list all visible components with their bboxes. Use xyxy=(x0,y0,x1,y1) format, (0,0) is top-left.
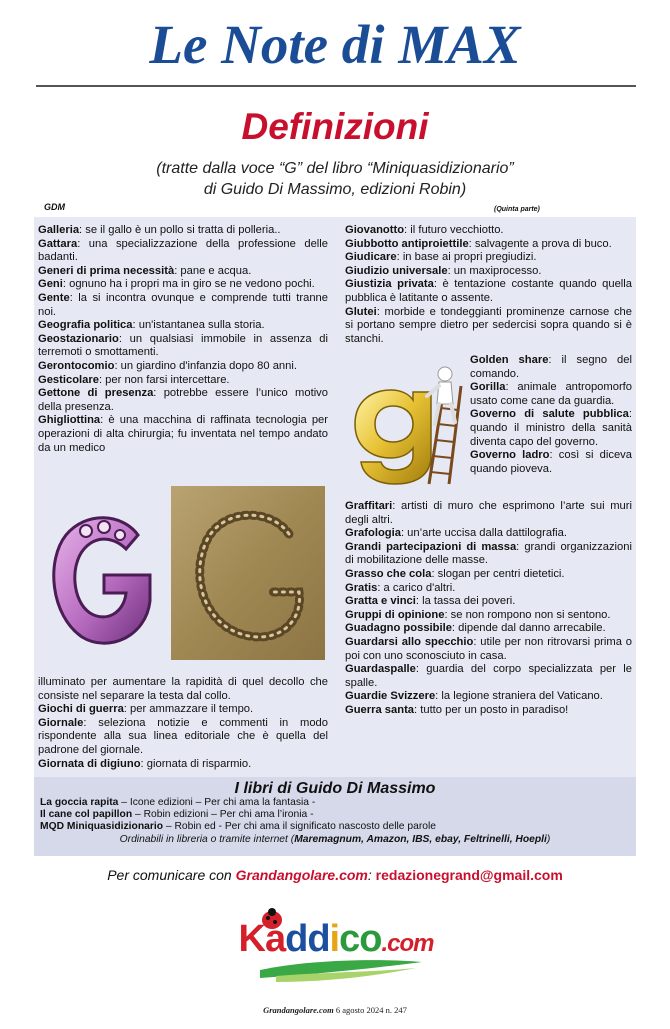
definition-entry xyxy=(345,541,632,568)
book-title: MQD Miniquasidizionario xyxy=(40,821,163,832)
book-item-2 xyxy=(40,809,314,821)
definition-term: Guadagno possibile xyxy=(345,622,452,635)
definition-text: : tutto per un posto in paradiso! xyxy=(414,703,569,716)
contact-prefix: Per comunicare con xyxy=(107,867,236,883)
author-tag: GDM xyxy=(44,202,65,212)
definition-term: Grafologia xyxy=(345,527,401,540)
definition-text: : guardia del corpo specializzata per le spalle. xyxy=(345,663,632,689)
part-tag: (Quinta parte) xyxy=(494,206,540,213)
definition-text: : animale antropomorfo usato come cane da guardia. xyxy=(470,381,632,407)
definition-text: : un'istantanea sulla storia. xyxy=(132,319,265,332)
definition-entry xyxy=(345,238,632,252)
definition-text: : è una macchina di raffinata tecnologia per operazioni di alta chirurgia; fu inventata nel tempo andato da un medico xyxy=(38,414,328,454)
definition-entry xyxy=(345,278,632,305)
definition-entry xyxy=(38,414,328,455)
book-details: – Robin edizioni – Per chi ama l’ironia - xyxy=(132,809,314,820)
book-details: – Robin ed - Per chi ama il significato nascosto delle parole xyxy=(163,821,437,832)
logo-part: co xyxy=(339,918,382,960)
definition-entry xyxy=(470,408,632,449)
definition-term: Gerontocomio xyxy=(38,359,115,372)
definition-term: Giudizio universale xyxy=(345,264,448,277)
definition-term: Golden share xyxy=(470,354,549,366)
definition-text: : quando il ministro della sanità diventa capo del governo. xyxy=(470,408,632,448)
definition-entry xyxy=(38,292,328,319)
definitions-column-left-bottom xyxy=(38,676,328,771)
definition-text: : a carico d'altri. xyxy=(377,581,456,594)
definition-term: Giovanotto xyxy=(345,224,405,236)
order-shops: Maremagnum, Amazon, IBS, ebay, Feltrinelli, Hoepli xyxy=(294,834,547,845)
definition-text: : morbide e tondeggianti prominenze carnose che si portano sempre dietro per sedercisi sopra quando si è stanchi. xyxy=(345,305,632,345)
definition-term: Graffitari xyxy=(345,500,393,512)
definition-entry xyxy=(38,238,328,265)
definition-entry xyxy=(38,676,328,703)
definition-term: Ghigliottina xyxy=(38,414,101,427)
order-prefix: Ordinabili in libreria o tramite internet ( xyxy=(119,834,295,845)
definition-entry xyxy=(38,278,328,292)
definition-entry xyxy=(38,717,328,758)
definition-text: : ognuno ha i propri ma in giro se ne vedono pochi. xyxy=(62,278,315,291)
definition-entry xyxy=(345,265,632,279)
definition-text: : per non farsi intercettare. xyxy=(98,373,230,386)
definition-term: Glutei xyxy=(345,305,377,318)
definition-term: Guerra santa xyxy=(345,703,415,716)
definition-text: : pane e acqua. xyxy=(174,264,252,277)
definition-entry xyxy=(345,568,632,582)
definition-entry xyxy=(345,622,632,636)
logo-part: i xyxy=(329,918,340,960)
contact-line xyxy=(0,866,670,884)
definition-entry xyxy=(345,527,632,541)
logo-part: K xyxy=(238,918,265,960)
logo-part: a xyxy=(264,918,286,960)
definition-entry xyxy=(345,636,632,663)
section-title: Definizioni xyxy=(241,106,429,147)
definition-term: Governo ladro xyxy=(470,449,550,462)
definition-term: Gorilla xyxy=(470,381,506,394)
definition-term: Guardie Svizzere xyxy=(345,690,436,703)
definition-text: : il segno del comando. xyxy=(470,354,632,380)
definition-entry xyxy=(470,381,632,408)
book-order-note xyxy=(34,834,636,846)
definition-entry xyxy=(345,500,632,527)
definition-term: Gruppi di opinione xyxy=(345,608,445,621)
kaddico-logo[interactable] xyxy=(226,916,446,967)
definition-term: Guardarsi allo specchio xyxy=(345,635,474,648)
definition-term: Governo di salute pubblica xyxy=(470,408,629,421)
definition-term: Giornale xyxy=(38,716,84,729)
definition-text: : grandi organizzazioni di mobilitazione delle masse. xyxy=(345,540,632,567)
footer-site: Grandangolare.com xyxy=(263,1005,334,1015)
definition-text: : utile per non ritrovarsi prima o poi con uno sconosciuto in casa. xyxy=(345,635,632,662)
definition-text: : giornata di risparmio. xyxy=(140,757,252,770)
subtitle xyxy=(0,158,670,200)
book-title: Il cane col papillon xyxy=(40,809,133,820)
definition-term: Giubbotto antiproiettile xyxy=(345,237,469,250)
definition-term: Geografia politica xyxy=(38,319,133,332)
definition-term: Giudicare xyxy=(345,251,397,264)
contact-email-link[interactable]: redazionegrand@gmail.com xyxy=(375,867,563,883)
definition-text: : così si diceva quando pioveva. xyxy=(470,449,632,475)
definition-entry xyxy=(38,333,328,360)
definition-term: Grandi partecipazioni di massa xyxy=(345,540,517,553)
definition-text: : per ammazzare il tempo. xyxy=(123,703,254,716)
definition-entry xyxy=(345,609,632,623)
definition-text: : è tentazione costante quando quella pubblica è latitante o assente. xyxy=(345,278,633,304)
definition-text: : il futuro vecchiotto. xyxy=(404,224,504,236)
definition-text: illuminato per aumentare la rapidità di quel decollo che consiste nel separare la testa dal collo. xyxy=(38,676,328,702)
definition-entry xyxy=(345,224,632,238)
definition-text: : se non rompono non si sentono. xyxy=(444,608,611,621)
logo-part: .com xyxy=(381,930,434,957)
definition-text: : slogan per centri dietetici. xyxy=(431,567,565,580)
definition-text: : se il gallo è un pollo si tratta di polleria.. xyxy=(79,224,281,236)
footer xyxy=(0,1005,670,1016)
definition-text: : un maxiprocesso. xyxy=(447,264,542,277)
book-title: La goccia rapita xyxy=(40,797,119,808)
definition-term: Gratta e vinci xyxy=(345,595,416,608)
order-suffix: ) xyxy=(546,834,551,845)
definition-term: Guardaspalle xyxy=(345,663,416,676)
definition-text: : la legione straniera del Vaticano. xyxy=(435,690,603,703)
definition-entry xyxy=(345,251,632,265)
definition-text: : potrebbe essere l’unico motivo della presenza. xyxy=(38,387,328,413)
definition-term: Gente xyxy=(38,291,70,304)
definition-entry xyxy=(345,663,632,690)
definition-entry xyxy=(345,582,632,596)
definition-text: : un’arte uccisa dalla dattilografia. xyxy=(400,527,567,540)
definitions-column-right-bottom xyxy=(345,500,632,718)
definition-text: : la tassa dei poveri. xyxy=(415,595,516,608)
contact-separator: : xyxy=(367,867,376,883)
definition-text: : salvagente a prova di buco. xyxy=(468,237,612,250)
definition-entry xyxy=(38,319,328,333)
definition-entry xyxy=(38,387,328,414)
definition-text: : un giardino d'infanzia dopo 80 anni. xyxy=(114,359,297,372)
definition-term: Giustizia privata xyxy=(345,278,434,291)
definition-text: : dipende dal danno arrecabile. xyxy=(451,622,606,635)
definition-entry xyxy=(470,354,632,381)
definition-term: Gratis xyxy=(345,581,378,594)
subtitle-line-2: di Guido Di Massimo, edizioni Robin) xyxy=(203,181,467,198)
definition-entry xyxy=(38,703,328,717)
definition-text: : artisti di muro che esprimono l’arte sui muri degli altri. xyxy=(345,500,632,526)
definition-term: Geni xyxy=(38,278,63,291)
definitions-column-right-middle xyxy=(470,354,632,476)
definition-term: Geostazionario xyxy=(38,332,119,345)
definition-term: Gettone di presenza xyxy=(38,387,154,400)
book-item-3 xyxy=(40,821,436,833)
definition-entry xyxy=(38,265,328,279)
definition-term: Gesticolare xyxy=(38,373,99,386)
gold-g-with-ladder-image xyxy=(345,364,463,486)
book-details: – Icone edizioni – Per chi ama la fantasia - xyxy=(118,797,316,808)
definition-entry xyxy=(345,595,632,609)
sand-g-letter-image xyxy=(171,486,325,660)
definition-term: Giochi di guerra xyxy=(38,703,124,716)
books-title: I libri di Guido Di Massimo xyxy=(234,780,436,797)
definition-text: : in base ai propri pregiudizi. xyxy=(396,251,537,264)
definition-term: Generi di prima necessità xyxy=(38,264,175,277)
definition-term: Gattara xyxy=(38,237,78,250)
definition-text: : un qualsiasi immobile in assenza di terremoti o smottamenti. xyxy=(38,332,328,359)
definition-entry xyxy=(345,306,632,347)
definitions-column-right-top xyxy=(345,224,632,346)
definition-text: : una specializzazione della professione delle badanti. xyxy=(38,237,328,264)
definition-entry xyxy=(345,690,632,704)
definition-entry xyxy=(38,374,328,388)
definition-entry xyxy=(38,360,328,374)
definition-entry xyxy=(470,449,632,476)
definition-entry xyxy=(38,224,328,238)
footer-issue: 6 agosto 2024 n. 247 xyxy=(333,1005,407,1015)
masthead-rule xyxy=(36,85,636,87)
purple-g-letter-image xyxy=(42,505,160,650)
definition-entry xyxy=(38,758,328,772)
logo-part: dd xyxy=(285,918,330,960)
masthead-title: Le Note di MAX xyxy=(149,14,521,75)
book-item-1 xyxy=(40,797,315,809)
contact-site-link[interactable]: Grandangolare.com xyxy=(235,867,368,883)
definition-entry xyxy=(345,704,632,718)
definition-text: : seleziona notizie e commenti in modo rispondente alla sua linea editoriale che è quella del padrone del giornale. xyxy=(38,716,328,756)
definitions-column-left-top xyxy=(38,224,328,455)
definition-text: : la si incontra ovunque e comprende tutti tranne noi. xyxy=(38,291,328,318)
subtitle-line-1: (tratte dalla voce “G” del libro “Miniquasidizionario” xyxy=(156,160,514,177)
definition-term: Grasso che cola xyxy=(345,567,432,580)
definition-term: Galleria xyxy=(38,224,80,236)
definition-term: Giornata di digiuno xyxy=(38,757,141,770)
